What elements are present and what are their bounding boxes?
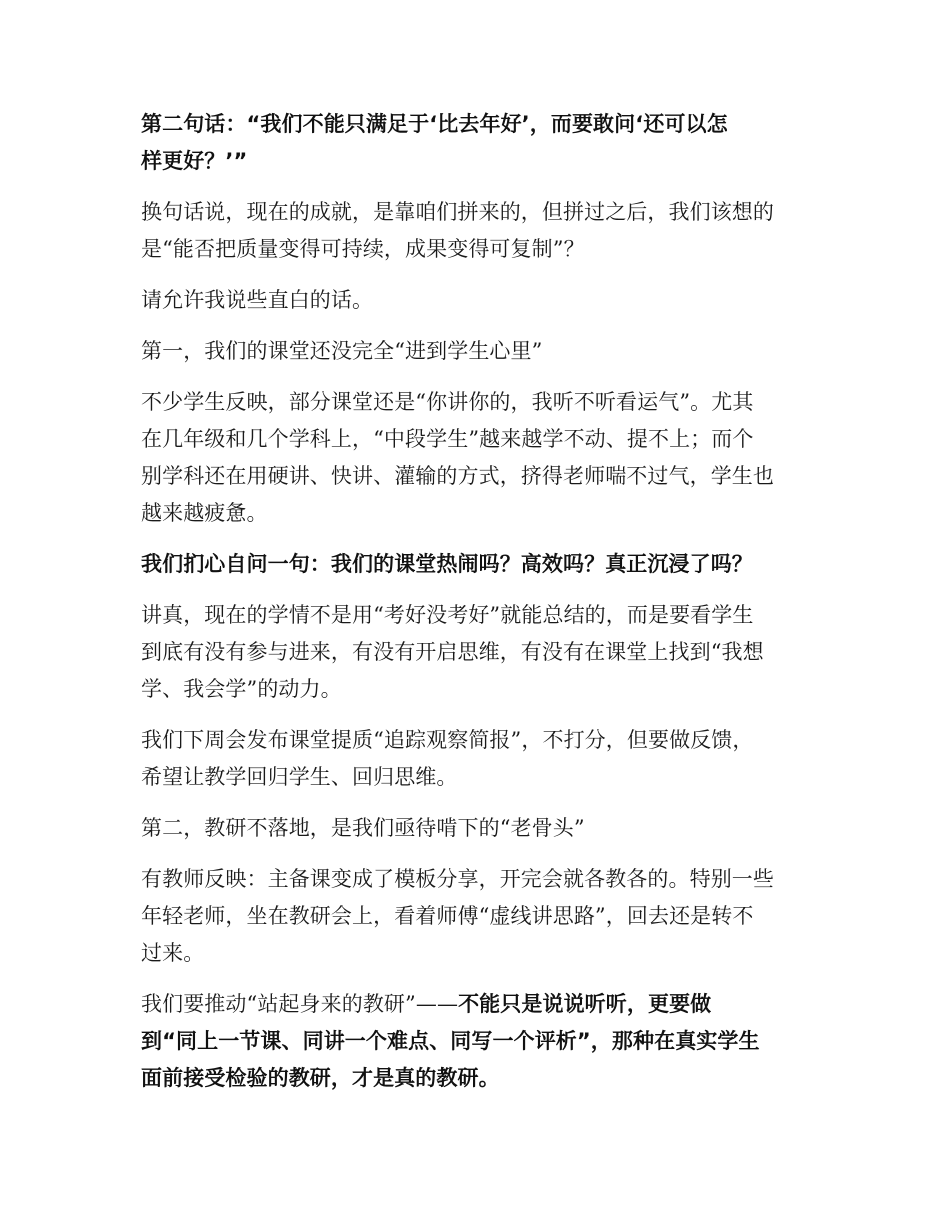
text-line: 年轻老师，坐在教研会上，看着师傅“虚线讲思路”，回去还是转不 bbox=[141, 904, 754, 928]
paragraph-learning-situation bbox=[141, 597, 793, 708]
text-line: 换句话说，现在的成就，是靠咱们拼来的，但拼过之后，我们该想的 bbox=[141, 200, 774, 224]
paragraph-student-feedback bbox=[141, 384, 793, 532]
text-line: 有教师反映：主备课变成了模板分享，开完会就各教各的。特别一些 bbox=[141, 867, 774, 891]
bold-text-line: 到“同上一节课、同讲一个难点、同写一个评析”，那种在真实学生 bbox=[141, 1029, 760, 1053]
text-line: 第二句话：“我们不能只满足于‘比去年好’，而要敢问‘还可以怎 bbox=[141, 112, 728, 136]
text-line: 希望让教学回归学生、回归思维。 bbox=[141, 765, 458, 789]
bold-text-line: 面前接受检验的教研，才是真的教研。 bbox=[141, 1066, 500, 1090]
heading-first-point: 第一，我们的课堂还没完全“进到学生心里” bbox=[141, 339, 543, 363]
text-line: 是“能否把质量变得可持续，成果变得可复制”？ bbox=[141, 237, 585, 261]
paragraph-standing-research bbox=[141, 986, 793, 1097]
text-line: 我们下周会发布课堂提质“追踪观察简报”，不打分，但要做反馈， bbox=[141, 728, 754, 752]
paragraph-observation-report bbox=[141, 722, 793, 796]
text-line: 在几年级和几个学科上，“中段学生”越来越学不动、提不上；而个 bbox=[141, 427, 754, 451]
text-line bbox=[141, 986, 793, 1023]
normal-text: 我们要推动“站起身来的教研”—— bbox=[141, 992, 459, 1016]
text-line: 别学科还在用硬讲、快讲、灌输的方式，挤得老师喘不过气，学生也 bbox=[141, 464, 774, 488]
heading-second-point: 第二，教研不落地，是我们亟待啃下的“老骨头” bbox=[141, 816, 585, 840]
paragraph-self-question: 我们扪心自问一句：我们的课堂热闹吗？高效吗？真正沉浸了吗？ bbox=[141, 552, 753, 576]
bold-text: 不能只是说说听听，更要做 bbox=[458, 992, 712, 1016]
text-line: 学、我会学”的动力。 bbox=[141, 677, 342, 701]
paragraph-teacher-feedback bbox=[141, 861, 793, 972]
text-line: 讲真，现在的学情不是用“考好没考好”就能总结的，而是要看学生 bbox=[141, 603, 754, 627]
paragraph-in-other-words bbox=[141, 194, 793, 268]
document-page bbox=[141, 106, 793, 1111]
text-line: 越来越疲惫。 bbox=[141, 501, 268, 525]
text-line: 样更好？’” bbox=[141, 149, 248, 173]
paragraph-frank-words: 请允许我说些直白的话。 bbox=[141, 288, 374, 312]
text-line: 过来。 bbox=[141, 941, 205, 965]
paragraph-second-saying bbox=[141, 106, 793, 180]
text-line: 到底有没有参与进来，有没有开启思维，有没有在课堂上找到“我想 bbox=[141, 640, 764, 664]
text-line: 不少学生反映，部分课堂还是“你讲你的，我听不听看运气”。尤其 bbox=[141, 390, 754, 414]
